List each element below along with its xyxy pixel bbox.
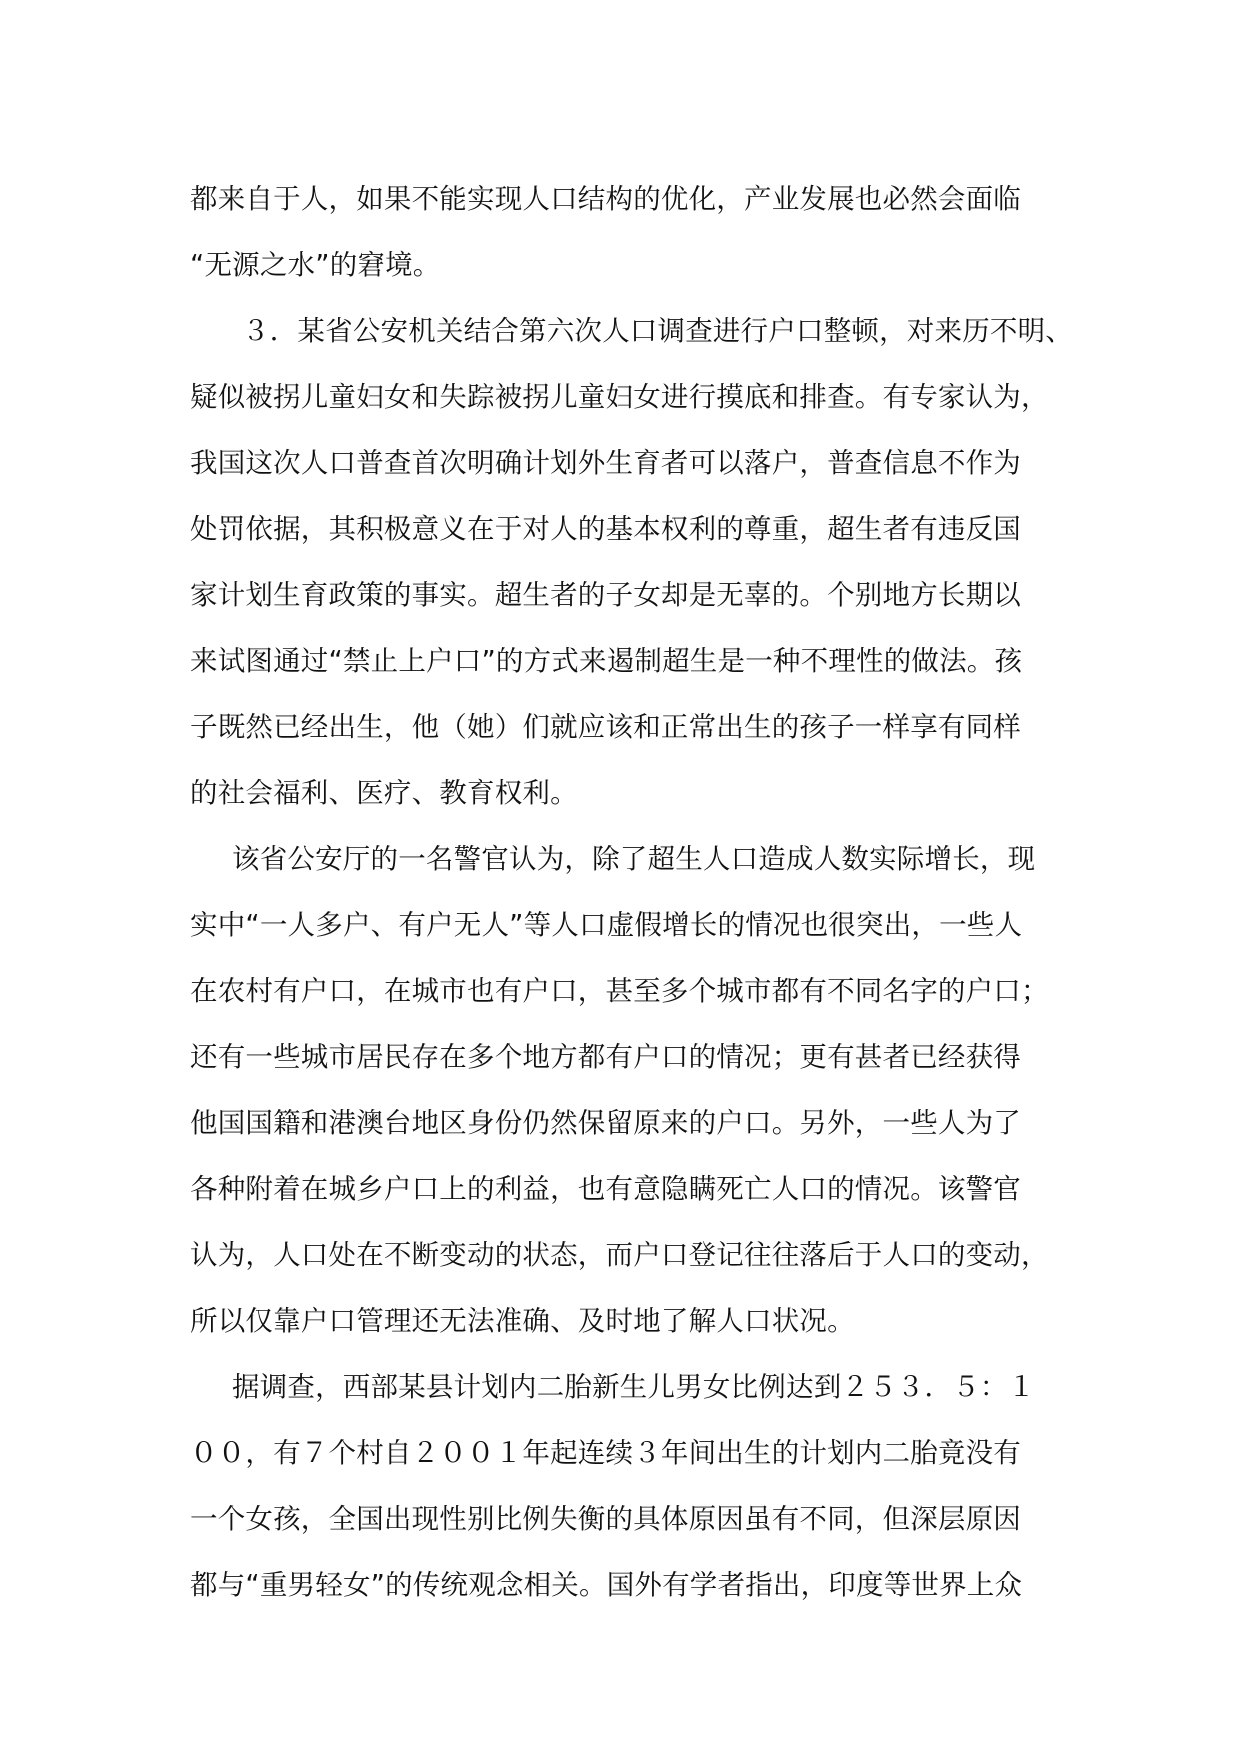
text-line: 各种附着在城乡户口上的利益，也有意隐瞒死亡人口的情况。该警官: [190, 1173, 1021, 1205]
text-line: 该省公安厅的一名警官认为，除了超生人口造成人数实际增长，现: [232, 843, 1036, 875]
text-line: 所以仅靠户口管理还无法准确、及时地了解人口状况。: [190, 1305, 855, 1337]
text-line: 还有一些城市居民存在多个地方都有户口的情况；更有甚者已经获得: [190, 1041, 1021, 1073]
text-line: ３．某省公安机关结合第六次人口调查进行户口整顿，对来历不明、: [242, 315, 1073, 347]
text-line: 他国国籍和港澳台地区身份仍然保留原来的户口。另外，一些人为了: [190, 1107, 1021, 1139]
text-line: 的社会福利、医疗、教育权利。: [190, 777, 578, 809]
text-line: 一个女孩，全国出现性别比例失衡的具体原因虽有不同，但深层原因: [190, 1503, 1021, 1535]
text-line: 处罚依据，其积极意义在于对人的基本权利的尊重，超生者有违反国: [190, 513, 1021, 545]
text-line: 认为，人口处在不断变动的状态，而户口登记往往落后于人口的变动，: [190, 1239, 1049, 1271]
text-line: 都来自于人，如果不能实现人口结构的优化，产业发展也必然会面临: [190, 183, 1021, 215]
text-line: 在农村有户口，在城市也有户口，甚至多个城市都有不同名字的户口；: [190, 975, 1049, 1007]
text-line: 疑似被拐儿童妇女和失踪被拐儿童妇女进行摸底和排查。有专家认为，: [190, 381, 1049, 413]
text-line: 家计划生育政策的事实。超生者的子女却是无辜的。个别地方长期以: [190, 579, 1021, 611]
text-line: 实中“一人多户、有户无人”等人口虚假增长的情况也很突出，一些人: [190, 909, 1023, 941]
text-line: “无源之水”的窘境。: [190, 249, 441, 281]
text-line: 子既然已经出生，他（她）们就应该和正常出生的孩子一样享有同样: [190, 711, 1021, 743]
text-line: 我国这次人口普查首次明确计划外生育者可以落户，普查信息不作为: [190, 447, 1021, 479]
text-line: 来试图通过“禁止上户口”的方式来遏制超生是一种不理性的做法。孩: [190, 645, 1023, 677]
text-line: 都与“重男轻女”的传统观念相关。国外有学者指出，印度等世界上众: [190, 1569, 1023, 1601]
document-body: [190, 166, 1073, 1618]
text-line: ００，有７个村自２００１年起连续３年间出生的计划内二胎竟没有: [190, 1437, 1021, 1469]
text-line: 据调查，西部某县计划内二胎新生儿男女比例达到２５３．５：１: [232, 1371, 1036, 1403]
